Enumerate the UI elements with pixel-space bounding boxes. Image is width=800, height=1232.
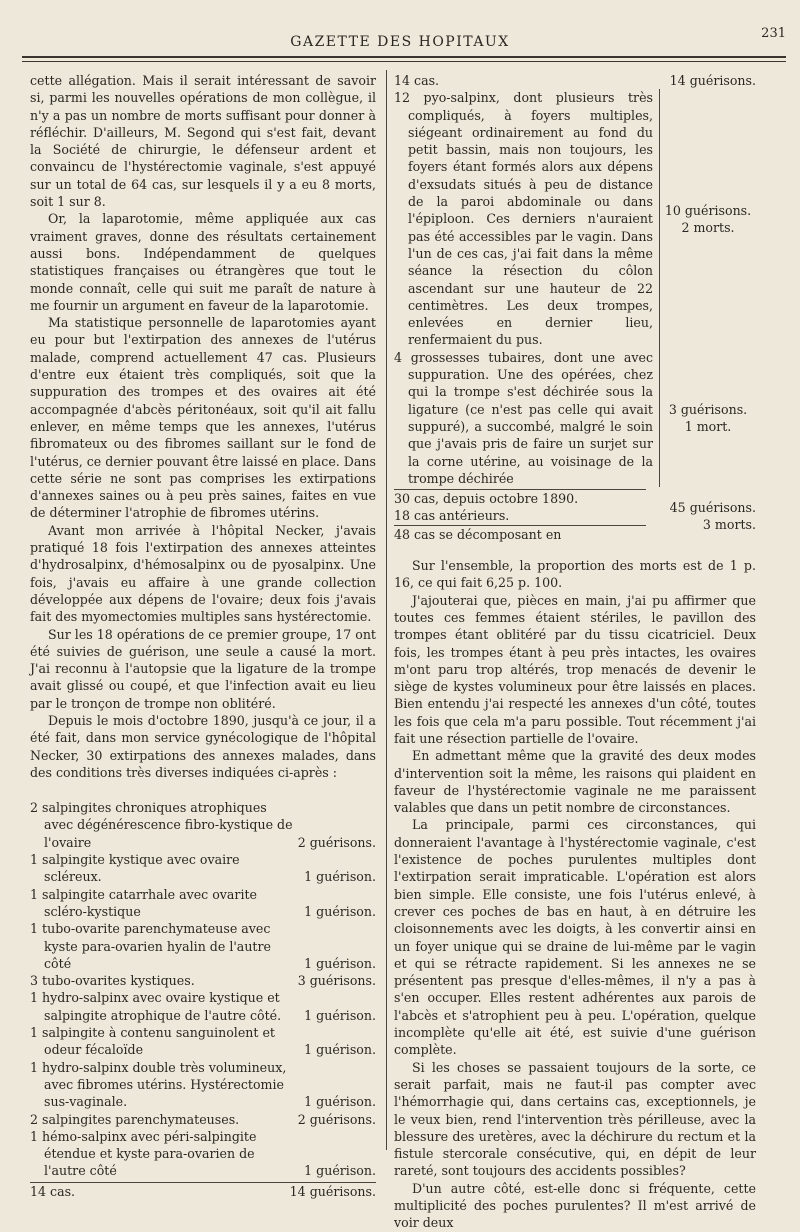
case-result bbox=[660, 202, 756, 237]
case-result bbox=[296, 868, 376, 885]
result-value: 1 guérison. bbox=[304, 1094, 376, 1110]
paragraph: Si les choses se passaient toujours de la sorte, ce serait parfait, mais ne faut-il pas compter avec l'hémorrhagie qui, dans certains cas, exceptionnels, je le veux bien, rend l'intervention très périlleuse, avec la blessure des uretères, avec la déchirure du rectum et la fistule stercorale consécutive, qui, en dépit de leur rareté, sont toujours des accidents possibles? bbox=[394, 1059, 756, 1179]
case-entry bbox=[30, 886, 376, 921]
case-result bbox=[296, 1111, 376, 1128]
case-result bbox=[296, 1162, 376, 1179]
result-value: 1 guérison. bbox=[304, 955, 376, 971]
paragraph: D'un autre côté, est-elle donc si fréquente, cette multiplicité des poches purulentes? Il m'est arrivé de voir deux bbox=[394, 1180, 756, 1231]
case-entry bbox=[30, 1128, 376, 1180]
result-value: 1 guérison. bbox=[304, 869, 376, 885]
paragraph: La principale, parmi ces circonstances, qui donneraient l'avantage à l'hystérectomie vaginale, c'est l'existence de poches purulentes multiples dont l'extirpation serait impraticable. L'opération est alors bien simple. Elle consiste, une fois l'utérus enlevé, à crever ces poches de bas en haut, à en détruire les cloisonnements avec les doigts, à les convertir ainsi en un foyer unique qui se draine de lui-même par le vagin et qui se rétracte rapidement. Si les annexes ne se présentent pas presque d'elles-mêmes, il n'y a pas à s'en occuper. Elles restent adhérentes aux parois de l'abcès et s'atrophient peu à peu. L'opération, quelque incomplète qu'elle ait été, est suivie d'une guérison complète. bbox=[394, 817, 756, 1058]
case-text: 3 tubo-ovarites kystiques. bbox=[30, 973, 195, 989]
case-result bbox=[296, 972, 376, 989]
case-text: 4 grossesses tubaires, dont une avec suppuration. Une des opérées, chez qui la trompe s'est déchirée sous la ligature (ce n'est pas celle qui avait suppuré), a succombé, malgré le soin que j'avais pris de faire un surjet sur la corne utérine, au voisinage de la trompe déchirée bbox=[394, 349, 660, 487]
result-value: 10 guérisons. bbox=[664, 202, 752, 218]
summary-lines bbox=[394, 489, 646, 543]
running-header: GAZETTE DES HOPITAUX bbox=[290, 34, 510, 50]
statistics-summary bbox=[394, 489, 756, 543]
case-result bbox=[296, 903, 376, 920]
case-result bbox=[296, 834, 376, 851]
result-value: 3 guérisons. bbox=[297, 973, 376, 989]
paragraph: Sur les 18 opérations de ce premier groupe, 17 ont été suivies de guérison, une seule a causé la mort. J'ai reconnu à l'autopsie que la ligature de la trompe avait glissé ou coupé, et que l'infection avait eu lieu par le tronçon de trompe non oblitéré. bbox=[30, 626, 376, 711]
case-result bbox=[296, 955, 376, 972]
case-text: 12 pyo-salpinx, dont plusieurs très compliqués, à foyers multiples, siégeant ordinairement au fond du petit bassin, mais non toujours, les foyers étant formés alors aux dépens d'exsudats situés à peu de distance de la paroi abdominale ou dans l'épiploon. Ces derniers n'auraient pas été accessibles par le vagin. Dans l'un de ces cas, j'ai fait dans la même séance la résection du côlon ascendant sur une hauteur de 22 centimètres. Les deux trompes, enlevées en dernier lieu, renfermaient du pus. bbox=[394, 89, 660, 348]
carry-result: 14 guérisons. bbox=[669, 73, 756, 88]
result-value: 3 guérisons. bbox=[668, 401, 748, 417]
summary-previous: 18 cas antérieurs. bbox=[394, 507, 646, 525]
result-value: 1 guérison. bbox=[304, 1042, 376, 1058]
column-divider bbox=[386, 70, 387, 1150]
case-text: 1 hydro-salpinx avec ovaire kystique et salpingite atrophique de l'autre côté. bbox=[30, 990, 282, 1023]
case-text: 1 salpingite catarrhale avec ovarite scléro-kystique bbox=[30, 886, 257, 919]
summary-since: 30 cas, depuis octobre 1890. bbox=[394, 489, 646, 507]
result-value: 2 guérisons. bbox=[297, 834, 376, 850]
case-entry-grossesses bbox=[394, 349, 756, 487]
result-value: 3 morts. bbox=[702, 517, 756, 533]
paragraph: Sur l'ensemble, la proportion des morts est de 1 p. 16, ce qui fait 6,25 p. 100. bbox=[394, 558, 756, 591]
paragraph: Depuis le mois d'octobre 1890, jusqu'à ce jour, il a été fait, dans mon service gynécologique de l'hôpital Necker, 30 extirpations des annexes malades, dans des conditions très diverses indiquées ci-après : bbox=[30, 712, 376, 780]
case-entry bbox=[30, 1024, 376, 1059]
result-value: 2 guérisons. bbox=[297, 1111, 376, 1127]
result-value: 1 mort. bbox=[684, 418, 732, 434]
paragraph: Ma statistique personnelle de laparotomies ayant eu pour but l'extirpation des annexes de l'utérus malade, comprend actuellement 47 cas. Plusieurs d'entre eux étaient très compliqués, soit que la suppuration des trompes et des ovaires ait été accompagnée d'abcès péritonéaux, soit qu'il ait fallu enlever, en même temps que les annexes, l'utérus fibromateux ou des fibromes saillant sur le fond de l'utérus, ce dernier pouvant être laissé en place. Dans cette série ne sont pas comprises les extirpations d'annexes saines ou à peu près saines, faites en vue de déterminer l'atrophie de fibromes utérins. bbox=[30, 315, 376, 521]
carry-label: 14 cas. bbox=[394, 73, 440, 88]
result-value: 1 guérison. bbox=[304, 1163, 376, 1179]
total-label: 14 cas. bbox=[30, 1183, 76, 1199]
case-text: 2 salpingites chroniques atrophiques avec dégénérescence fibro-kystique de l'ovaire bbox=[30, 800, 293, 850]
paragraph: En admettant même que la gravité des deux modes d'intervention soit la même, les raisons qui plaident en faveur de l'hystérectomie vaginale ne me paraissent valables que dans un petit nombre de circonstances. bbox=[394, 748, 756, 816]
case-list bbox=[30, 799, 376, 1200]
right-column bbox=[394, 72, 756, 1232]
paragraph: Or, la laparotomie, même appliquée aux cas vraiment graves, donne des résultats certainement aussi bons. Indépendamment de quelques statistiques françaises ou étrangères que tout le monde connaît, celle qui suit me paraît de nature à me fournir un argument en faveur de la laparotomie. bbox=[30, 211, 376, 313]
left-column bbox=[30, 72, 376, 1200]
case-entry bbox=[30, 1111, 376, 1128]
case-text: 1 hydro-salpinx double très volumineux, avec fibromes utérins. Hystérectomie sus-vaginale. bbox=[30, 1059, 287, 1110]
case-entry bbox=[30, 799, 376, 851]
case-entry-pyosalpinx bbox=[394, 89, 756, 348]
summary-overall: 48 cas se décomposant en bbox=[394, 526, 562, 542]
case-text: 1 salpingite à contenu sanguinolent et odeur fécaloïde bbox=[30, 1025, 275, 1058]
case-text: 1 salpingite kystique avec ovaire scléreux. bbox=[30, 852, 240, 885]
case-total bbox=[30, 1182, 376, 1200]
paragraph: Avant mon arrivée à l'hôpital Necker, j'avais pratiqué 18 fois l'extirpation des annexes atteintes d'hydrosalpinx, d'hémosalpinx ou de pyosalpinx. Une fois, j'avais eu affaire à une grande collection développée aux dépens de l'ovaire; deux fois j'avais fait des myomectomies multiples sans hystérectomie. bbox=[30, 522, 376, 625]
result-value: 1 guérison. bbox=[304, 1007, 376, 1023]
case-entry bbox=[30, 920, 376, 972]
result-value: 1 guérison. bbox=[304, 903, 376, 919]
case-text: 1 tubo-ovarite parenchymateuse avec kyste para-ovarien hyalin de l'autre côté bbox=[30, 921, 271, 971]
total-result: 14 guérisons. bbox=[289, 1183, 376, 1199]
spacer bbox=[394, 543, 756, 557]
case-result bbox=[296, 1007, 376, 1024]
case-result bbox=[296, 1093, 376, 1110]
case-result bbox=[660, 401, 756, 436]
paragraph: cette allégation. Mais il serait intéressant de savoir si, parmi les nouvelles opérations de mon collègue, il n'y a pas un nombre de morts suffisant pour donner à réfléchir. D'ailleurs, M. Segond qui s'est fait, devant la Société de chirurgie, le défenseur ardent et convaincu de l'hystérectomie vaginale, s'est appuyé sur un total de 64 cas, sur lesquels il y a eu 8 morts, soit 1 sur 8. bbox=[30, 73, 376, 210]
summary-result bbox=[646, 499, 756, 534]
carry-over-total bbox=[394, 72, 756, 89]
case-entry bbox=[30, 972, 376, 989]
paragraph: J'ajouterai que, pièces en main, j'ai pu affirmer que toutes ces femmes étaient stériles, le pavillon des trompes étant oblitéré par du tissu cicatriciel. Deux fois, les trompes étant à peu près intactes, les ovaires m'ont paru trop altérés, trop menacés de devenir le siège de kystes volumineux pour être laissés en places. Bien entendu j'ai respecté les annexes d'un côté, toutes les fois que cela m'a paru possible. Tout récemment j'ai fait une résection partielle de l'ovaire. bbox=[394, 592, 756, 746]
case-text: 1 hémo-salpinx avec péri-salpingite étendue et kyste para-ovarien de l'autre côté bbox=[30, 1128, 257, 1179]
header-rule-thin bbox=[22, 61, 786, 62]
case-entry bbox=[30, 989, 376, 1024]
result-value: 45 guérisons. bbox=[669, 499, 756, 515]
case-result bbox=[296, 1041, 376, 1058]
case-entry bbox=[30, 851, 376, 886]
header-rule bbox=[22, 56, 786, 58]
page-number: 231 bbox=[761, 26, 786, 41]
result-value: 2 morts. bbox=[681, 220, 735, 236]
case-entry bbox=[30, 1059, 376, 1111]
case-text: 2 salpingites parenchymateuses. bbox=[30, 1111, 240, 1127]
